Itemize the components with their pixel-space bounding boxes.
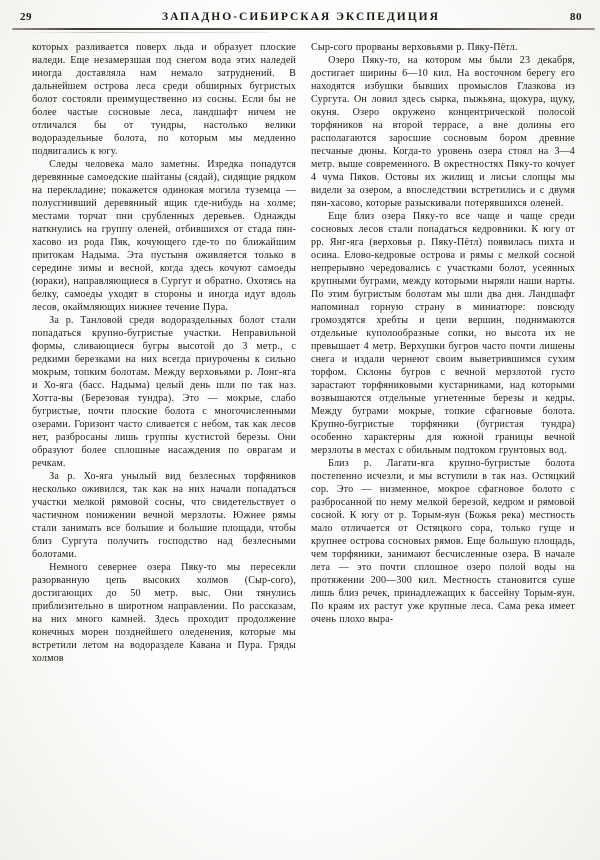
paragraph: Озеро Пяку-то, на котором мы были 23 декабря, достигает ширины 6—10 кил. На восточном берегу его находятся избушки бывших промыслов Глазкова из Сургута. Он ловил здесь сырка, пыжьяна, щокура, щуку, окуня. Озеро окружено концентрической полосой торфяников на второй террасе, а вне долины его располагаются заросшие сосновым бором древние песчаные дюны. Когда-то уровень озера стоял на 3—4 метр. выше современного. В окрестностях Пяку-то кочует 4 чума Пяков. Остовы их жилищ и лисьи слопцы мы видели за озером, а впоследствии встретились и с двумя пян-хасово, которые разыскивали потерявшихся оленей.: [311, 55, 575, 209]
paragraph: За р. Танловой среди водораздельных болот стали попадаться крупно-бугристые участки. Неправильной формы, сливающиеся бугры высотой до 3 метр., с редкими березками на них всегда приурочены к сильно мокрым, топким болотам. Между верховьями р. Лонг-яга и Хо-яга (басс. Надыма) целый день шли по так наз. Хотта-вы (Березовая тундра). Это — мокрые, слабо бугристые, почти плоские болота с многочисленными озерами. Горизонт часто сливается с небом, так как лесов нет, разбросаны лишь группы кустистой березы. Они образуют более сплошные насаждения по оврагам и речкам.: [32, 315, 296, 469]
left-column: [32, 41, 296, 665]
running-head: [20, 11, 582, 27]
paragraph: Немного севернее озера Пяку-то мы пересекли разорванную цепь высоких холмов (Сыр-сого), достигающих до 50 метр. выс. Они тянулись приблизительно в широтном направлении. По рассказам, на них много камней. Здесь проходит продолжение конечных морен позднейшего оледенения, которые мы встретили летом на водоразделе Кавана и Пура. Гряды холмов: [32, 562, 296, 664]
page-title: ЗАПАДНО-СИБИРСКАЯ ЭКСПЕДИЦИЯ: [162, 11, 440, 23]
page-number-left: 29: [20, 11, 32, 23]
header-rule-echo: [30, 32, 270, 33]
paragraph: За р. Хо-яга унылый вид безлесных торфяников несколько оживился, так как на них начали попадаться участки мелкой рямовой сосны, что свидетельствует о частичном понижении вечной мерзлоты. Южнее рямы стали занимать все большие и большие площади, чтобы близ Сургута получить господство над безлесными болотами.: [32, 471, 296, 560]
right-column: [311, 41, 575, 665]
text-columns: [32, 41, 575, 665]
paragraph: Следы человека мало заметны. Изредка попадутся деревянные самоедские шайтаны (сядай), сидящие рядком на перекладине; покажется одинокая могила туземца — полусгнивший деревянный ящик где-нибудь на холме; местами торчат пни срубленных деревьев. Однажды наткнулись на группу оленей, отбившихся от стада пян-хасово из рода Пяк, кочующего где-то по ближайшим притокам Надыма. Эта пустыня оживляется только в середине зимы и весной, когда здесь кочуют самоеды (юраки), направляющиеся в Сургут и обратно. Охотясь на белку, самоеды уходят в стороны и иногда идут вдоль лесов, окаймляющих нижнее течение Пура.: [32, 159, 296, 313]
header-rule: [12, 28, 595, 30]
paragraph: Сыр-сого прорваны верховьями р. Пяку-Пётл.: [311, 42, 518, 53]
paragraph: которых разливается поверх льда и образует плоские наледи. Еще незамерзшая под снегом вода этих наледей иногда доставляла нам немало затруднений. В дальнейшем острова леса среди обширных бугристых болот состояли преимущественно из сосны. Если бы не более частые сосновые леса, ландшафт ничем не отличался бы от тундры, настолько велики водораздельные болота, по которым мы медленно подвигались к югу.: [32, 42, 296, 157]
paragraph: Еще близ озера Пяку-то все чаще и чаще среди сосновых лесов стали попадаться кедровники. К югу от рр. Янг-яга (верховья р. Пяку-Пётл) появилась пихта и осина. Елово-кедровые острова и рямы с мелкой сосной непрерывно чередовались с участками болот, усеянных крупными буграми, между которыми ныряли наши нарты. По этим бугристым болотам мы шли два дня. Ландшафт напоминал горную страну в миниатюре: повсюду громоздятся хребты и цепи вершин, поднимаются отдельные куполообразные сопки, но высота их не превышает 4 метр. Верхушки бугров часто почти лишены снега и издали чернеют своим выветрившимся сухим торфом. Склоны бугров с вечной мерзлотой густо зарастают торфяниковыми кустарниками, над которыми возвышаются отдельные угнетенные березы и кедры. Между буграми мокрые, топкие сфагновые болота. Крупно-бугристые торфяники (бугристая тундра) особенно характерны для южной границы вечной мерзлоты в местах с обильным подтоком грунтовых вод.: [311, 211, 575, 456]
page-number-right: 80: [570, 11, 582, 23]
paragraph: Близ р. Лагати-яга крупно-бугристые болота постепенно исчезли, и мы вступили в так наз. Остяцкий сор. Это — низменное, мокрое сфагновое болото с разбросанной по нему мелкой березой, кедром и рямовой сосной. К югу от р. Торым-яун (Божья река) местность мало отличается от Остяцкого сора, только гуще и крупнее острова сосновых рямов. Еще большую площадь, чем торфяники, занимают бесчисленные озера. В начале лета — это почти сплошное озеро полой воды на протяжении 200—300 кил. Местность становится суше лишь близ речек, принадлежащих к бассейну Торым-яун. По краям их растут уже крупные леса. Сама река имеет очень плохо выра-: [311, 458, 575, 625]
